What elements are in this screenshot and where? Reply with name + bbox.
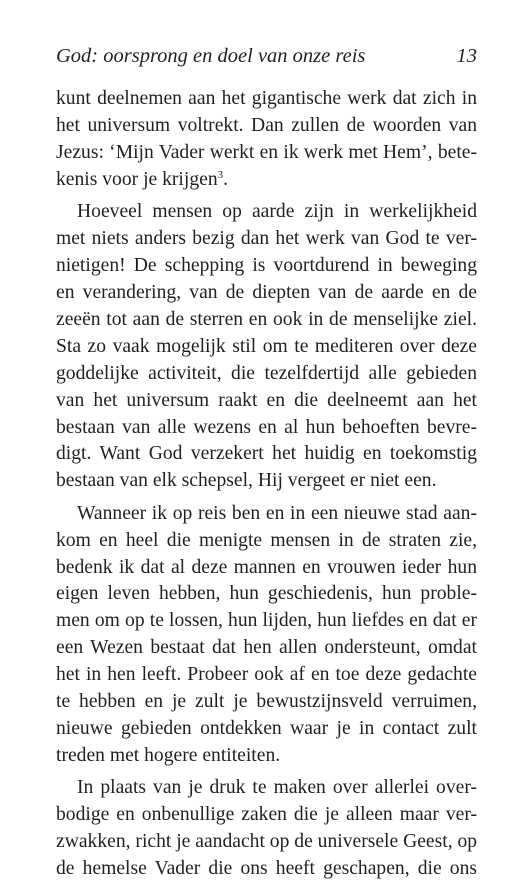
running-title: God: oorsprong en doel van onze reis (56, 45, 366, 67)
text-line: en verandering, van de diepten van de aarde en de (56, 281, 477, 303)
text-line: de hemelse Vader die ons heeft geschapen, die ons (56, 858, 477, 880)
text-line: Jezus: ‘Mijn Vader werkt en ik werk met Hem’, bete- (56, 141, 477, 163)
text-line: digt. Want God verzekert het huidig en toekomstig (56, 443, 477, 465)
paragraph-1 (56, 86, 477, 194)
page-number: 13 (456, 45, 477, 67)
running-header (56, 42, 477, 70)
text-line (56, 167, 477, 194)
text-line: treden met hogere entiteiten. (56, 745, 281, 767)
text-line: In plaats van je druk te maken over allerlei over- (77, 777, 477, 799)
text-line-end: . (223, 168, 229, 190)
text-line: met niets anders bezig dan het werk van God te ver- (56, 227, 477, 249)
text-line: Hoeveel mensen op aarde zijn in werkelijkheid (77, 201, 477, 223)
text-line: zeeën tot aan de sterren en ook in de menselijke ziel. (56, 308, 477, 330)
text-line: nieuwe gebieden ontdekken waar je in contact zult (56, 718, 477, 740)
text-line: eigen leven hebben, hun geschiedenis, hun proble- (56, 583, 477, 605)
text-line: nietigen! De schepping is voortdurend in beweging (56, 254, 477, 276)
paragraph-3 (56, 501, 477, 770)
text-line: bestaan van alle wezens en al hun behoeften bevre- (56, 416, 477, 438)
text-line: bestaan van elk schepsel, Hij vergeet er niet een. (56, 470, 437, 492)
text-line-content: kenis voor je krijgen (56, 168, 218, 190)
text-line: Wanneer ik op reis ben en in een nieuwe stad aan- (77, 502, 477, 524)
text-line: Sta zo vaak mogelijk stil om te mediteren over deze (56, 335, 477, 357)
paragraph-4 (56, 775, 477, 883)
text-line: een Wezen bestaat dat hen allen ondersteunt, omdat (56, 637, 477, 659)
text-line: het universum voltrekt. Dan zullen de woorden van (56, 114, 477, 136)
body-text (56, 86, 477, 888)
text-line: van het universum raakt en die deelneemt aan het (56, 389, 477, 411)
text-line: men om op te lossen, hun lijden, hun liefdes en dat er (56, 610, 477, 632)
text-line: kom en heel die menigte mensen in de straten zie, (56, 529, 477, 551)
text-line: zwakken, richt je aandacht op de universele Geest, op (56, 831, 478, 853)
text-line: het in hen leeft. Probeer ook af en toe deze gedachte (56, 664, 477, 686)
text-line: bedenk ik dat al deze mannen en vrouwen ieder hun (56, 556, 477, 578)
paragraph-2 (56, 199, 477, 495)
text-line: bodige en onbenullige zaken die je alleen maar ver- (56, 804, 477, 826)
text-line: kunt deelnemen aan het gigantische werk dat zich in (56, 88, 477, 109)
footnote-reference: 3 (217, 168, 224, 181)
text-line: te hebben en je zult je bewustzijnsveld verruimen, (56, 691, 477, 713)
text-line: goddelijke activiteit, die tezelfdertijd alle gebieden (56, 362, 477, 384)
